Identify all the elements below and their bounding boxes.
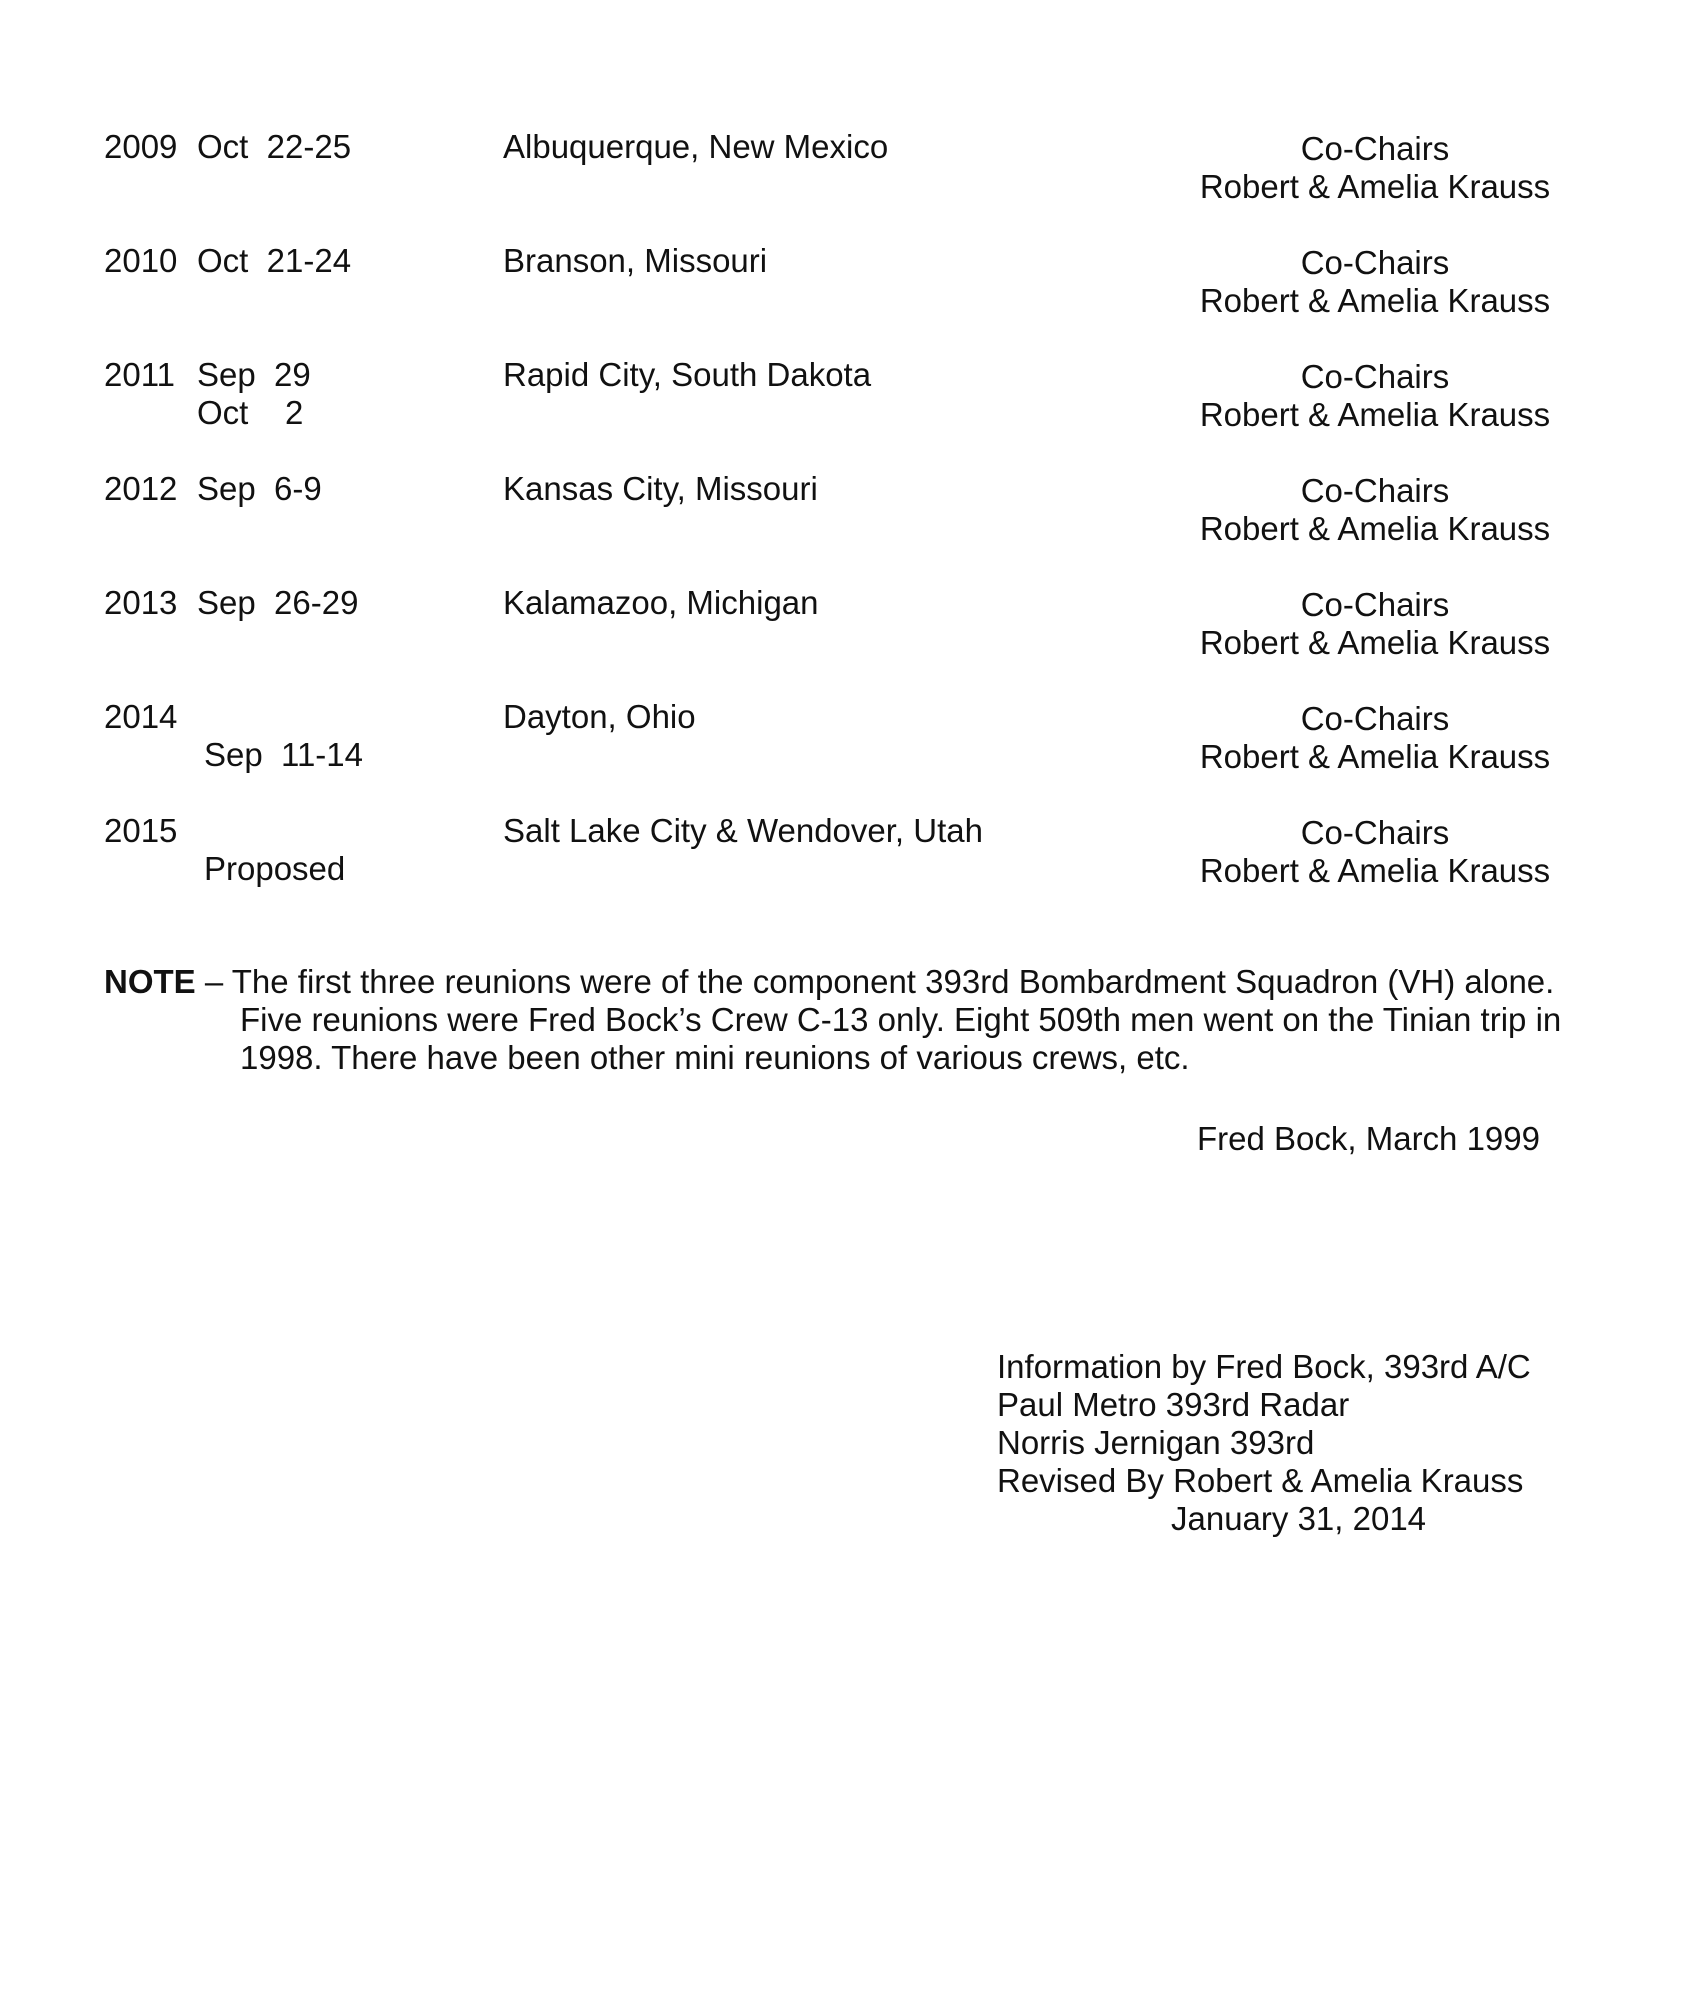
- reunion-row-2012: [0, 470, 1700, 550]
- reunion-year: 2013: [104, 584, 178, 621]
- chair-names: Robert & Amelia Krauss: [1199, 852, 1551, 889]
- reunion-year: 2011: [104, 356, 175, 393]
- reunion-chairs: [1160, 814, 1590, 890]
- reunion-year: 2009: [104, 128, 178, 165]
- credits-block: [997, 1348, 1531, 1538]
- chair-names: Robert & Amelia Krauss: [1199, 510, 1551, 547]
- reunion-dates: Oct 22-25: [197, 128, 352, 165]
- chair-title: Co-Chairs: [1300, 244, 1450, 281]
- chair-title: Co-Chairs: [1300, 358, 1450, 395]
- reunion-location: Dayton, Ohio: [503, 698, 696, 735]
- chair-title: Co-Chairs: [1300, 130, 1450, 167]
- reunion-chairs: [1160, 244, 1590, 320]
- reunion-chairs: [1160, 700, 1590, 776]
- reunion-location: Rapid City, South Dakota: [503, 356, 872, 393]
- revision-date: January 31, 2014: [1171, 1500, 1427, 1537]
- reunion-dates: Sep 26-29: [197, 584, 359, 621]
- chair-names: Robert & Amelia Krauss: [1199, 396, 1551, 433]
- chair-names: Robert & Amelia Krauss: [1199, 168, 1551, 205]
- chair-names: Robert & Amelia Krauss: [1199, 738, 1551, 775]
- credit-line-4: Revised By Robert & Amelia Krauss: [997, 1462, 1524, 1499]
- reunion-year: 2010: [104, 242, 178, 279]
- credit-line-1: Information by Fred Bock, 393rd A/C: [997, 1348, 1531, 1385]
- reunion-row-2015: [0, 812, 1700, 892]
- reunion-row-2013: [0, 584, 1700, 664]
- reunion-year: 2014: [104, 698, 178, 735]
- reunion-status: Proposed: [204, 850, 346, 887]
- reunion-dates: Sep 29: [197, 356, 311, 393]
- note-label: NOTE: [104, 963, 196, 1000]
- note-text-line-1: – The first three reunions were of the component 393rd Bombardment Squadron (VH) alone.: [195, 963, 1555, 1000]
- reunion-dates: Sep 6-9: [197, 470, 322, 507]
- reunion-location: Branson, Missouri: [503, 242, 768, 279]
- chair-title: Co-Chairs: [1300, 586, 1450, 623]
- credit-line-3: Norris Jernigan 393rd: [997, 1424, 1315, 1461]
- reunion-location: Kalamazoo, Michigan: [503, 584, 819, 621]
- signature-line: Fred Bock, March 1999: [1197, 1120, 1540, 1157]
- note-text-line-3: 1998. There have been other mini reunions of various crews, etc.: [240, 1039, 1190, 1076]
- note-text-line-2: Five reunions were Fred Bock’s Crew C-13 only. Eight 509th men went on the Tinian trip in: [240, 1001, 1562, 1038]
- chair-title: Co-Chairs: [1300, 472, 1450, 509]
- reunion-chairs: [1160, 130, 1590, 206]
- reunion-year: 2012: [104, 470, 178, 507]
- chair-title: Co-Chairs: [1300, 700, 1450, 737]
- reunion-dates: Oct 21-24: [197, 242, 352, 279]
- chair-names: Robert & Amelia Krauss: [1199, 282, 1551, 319]
- reunion-dates: Sep 11-14: [204, 736, 364, 773]
- reunion-dates-end: Oct 2: [197, 394, 304, 431]
- reunion-location: Salt Lake City & Wendover, Utah: [503, 812, 983, 849]
- reunion-row-2010: [0, 242, 1700, 322]
- chair-title: Co-Chairs: [1300, 814, 1450, 851]
- reunion-row-2009: [0, 128, 1700, 208]
- reunion-chairs: [1160, 472, 1590, 548]
- reunion-row-2014: [0, 698, 1700, 778]
- reunion-chairs: [1160, 358, 1590, 434]
- reunion-chairs: [1160, 586, 1590, 662]
- note-paragraph: [104, 963, 1624, 1076]
- reunion-year: 2015: [104, 812, 178, 849]
- reunion-location: Kansas City, Missouri: [503, 470, 818, 507]
- chair-names: Robert & Amelia Krauss: [1199, 624, 1551, 661]
- reunion-location: Albuquerque, New Mexico: [503, 128, 889, 165]
- reunion-row-2011: [0, 356, 1700, 436]
- credit-line-2: Paul Metro 393rd Radar: [997, 1386, 1350, 1423]
- note-first-line: [104, 963, 1624, 1001]
